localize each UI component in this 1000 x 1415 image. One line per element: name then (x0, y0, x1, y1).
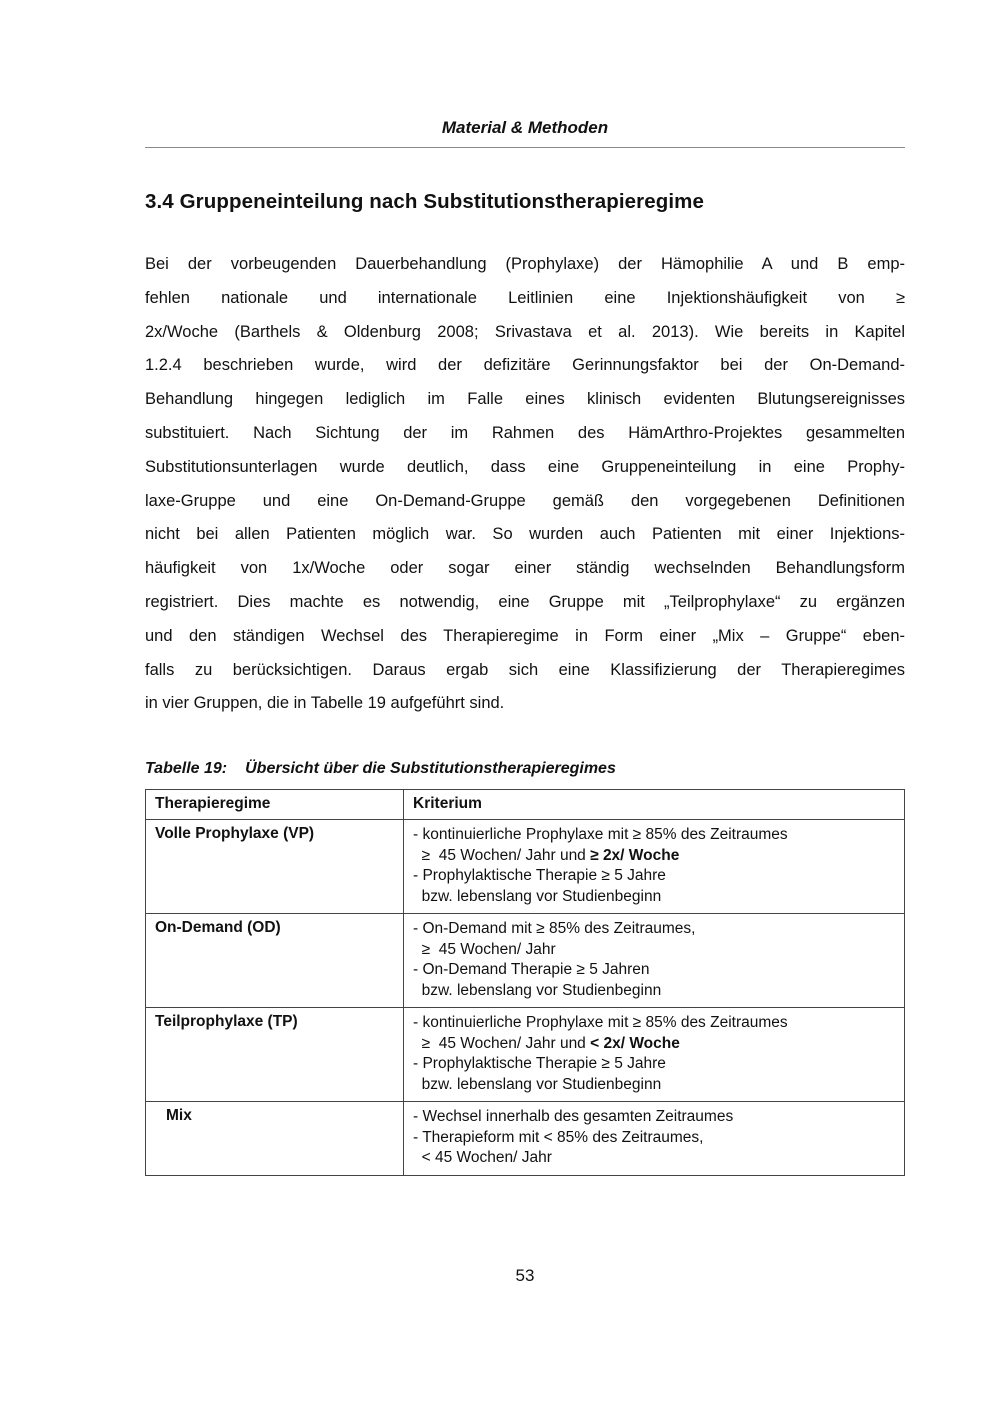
kriterium-segment: bzw. lebenslang vor Studienbeginn (413, 981, 662, 999)
kriterium-line (413, 1148, 895, 1169)
kriterium-line (413, 1054, 895, 1075)
paragraph-line: in vier Gruppen, die in Tabelle 19 aufgeführt sind. (145, 694, 505, 713)
table-header-row (146, 790, 905, 820)
kriterium-cell (404, 914, 905, 1008)
paragraph-line: fehlen nationale und internationale Leitlinien eine Injektionshäufigkeit von ≥ (145, 288, 905, 307)
paragraph-line: nicht bei allen Patienten möglich war. So wurden auch Patienten mit einer Injektions- (145, 525, 905, 544)
kriterium-line (413, 866, 895, 887)
regime-cell: Teilprophylaxe (TP) (146, 1008, 404, 1102)
paragraph-line: 2x/Woche (Barthels & Oldenburg 2008; Srivastava et al. 2013). Wie bereits in Kapitel (145, 322, 905, 341)
kriterium-line (413, 919, 895, 940)
table-row (146, 1102, 905, 1176)
body-paragraph (145, 248, 905, 721)
kriterium-line (413, 1075, 895, 1096)
header-rule (145, 147, 905, 148)
kriterium-segment: - Therapieform mit < 85% des Zeitraumes, (413, 1128, 704, 1146)
paragraph-line: 1.2.4 beschrieben wurde, wird der defizitäre Gerinnungsfaktor bei der On-Demand- (145, 356, 905, 375)
therapy-regime-table (145, 789, 905, 1176)
kriterium-line (413, 887, 895, 908)
kriterium-bold-segment: ≥ 2x/ Woche (590, 846, 680, 864)
paragraph-line: registriert. Dies machte es notwendig, eine Gruppe mit „Teilprophylaxe“ zu ergänzen (145, 592, 905, 611)
kriterium-segment: ≥ 45 Wochen/ Jahr (413, 940, 556, 958)
table-row (146, 820, 905, 914)
paragraph-line: laxe-Gruppe und eine On-Demand-Gruppe gemäß den vorgegebenen Definitionen (145, 491, 905, 510)
kriterium-cell (404, 1102, 905, 1176)
kriterium-segment: - Wechsel innerhalb des gesamten Zeitraumes (413, 1108, 734, 1125)
paragraph-line: Substitutionsunterlagen wurde deutlich, dass eine Gruppeneinteilung in eine Prophy- (145, 457, 905, 476)
section-title: 3.4 Gruppeneinteilung nach Substitutionstherapieregime (145, 190, 704, 213)
kriterium-line (413, 940, 895, 961)
table-row (146, 1008, 905, 1102)
paragraph-line: substituiert. Nach Sichtung der im Rahmen des HämArthro-Projektes gesammelten (145, 423, 905, 442)
kriterium-segment: < 45 Wochen/ Jahr (413, 1149, 552, 1166)
kriterium-bold-segment: < 2x/ Woche (590, 1034, 680, 1052)
kriterium-segment: bzw. lebenslang vor Studienbeginn (413, 1075, 662, 1093)
kriterium-line (413, 981, 895, 1002)
kriterium-line (413, 1107, 895, 1128)
kriterium-line (413, 1013, 895, 1034)
kriterium-segment: bzw. lebenslang vor Studienbeginn (413, 887, 662, 905)
kriterium-segment: - On-Demand Therapie ≥ 5 Jahren (413, 961, 650, 978)
paragraph-line: falls zu berücksichtigen. Daraus ergab sich eine Klassifizierung der Therapieregimes (145, 660, 905, 679)
kriterium-segment: - kontinuierliche Prophylaxe mit ≥ 85% des Zeitraumes (413, 1014, 788, 1031)
kriterium-segment: - Prophylaktische Therapie ≥ 5 Jahre (413, 867, 666, 884)
table-row (146, 914, 905, 1008)
kriterium-segment: ≥ 45 Wochen/ Jahr und (413, 1034, 591, 1052)
kriterium-segment: - Prophylaktische Therapie ≥ 5 Jahre (413, 1055, 666, 1072)
paragraph-line: Behandlung hingegen lediglich im Falle eines klinisch evidenten Blutungsereignisses (145, 390, 905, 409)
kriterium-cell (404, 1008, 905, 1102)
table-header-therapieregime: Therapieregime (146, 790, 404, 820)
kriterium-cell (404, 820, 905, 914)
regime-cell: On-Demand (OD) (146, 914, 404, 1008)
paragraph-line: häufigkeit von 1x/Woche oder sogar einer ständig wechselnden Behandlungsform (145, 559, 905, 578)
table-caption-text: Übersicht über die Substitutionstherapieregimes (245, 760, 616, 777)
kriterium-line (413, 846, 895, 867)
table-caption (145, 760, 905, 778)
regime-cell: Volle Prophylaxe (VP) (146, 820, 404, 914)
page-number: 53 (515, 1266, 535, 1285)
running-head: Material & Methoden (441, 118, 609, 137)
kriterium-segment: - kontinuierliche Prophylaxe mit ≥ 85% des Zeitraumes (413, 826, 788, 843)
paragraph-line: Bei der vorbeugenden Dauerbehandlung (Prophylaxe) der Hämophilie A und B emp- (145, 255, 905, 273)
kriterium-line (413, 1034, 895, 1055)
paragraph-line: und den ständigen Wechsel des Therapieregime in Form einer „Mix – Gruppe“ eben- (145, 626, 905, 645)
table-caption-label: Tabelle 19: (145, 760, 228, 777)
regime-cell: Mix (146, 1102, 404, 1176)
kriterium-line (413, 1128, 895, 1149)
kriterium-segment: ≥ 45 Wochen/ Jahr und (413, 846, 591, 864)
kriterium-line (413, 960, 895, 981)
table-header-kriterium: Kriterium (404, 790, 905, 820)
table-body (146, 820, 905, 1176)
kriterium-segment: - On-Demand mit ≥ 85% des Zeitraumes, (413, 920, 696, 937)
kriterium-line (413, 825, 895, 846)
